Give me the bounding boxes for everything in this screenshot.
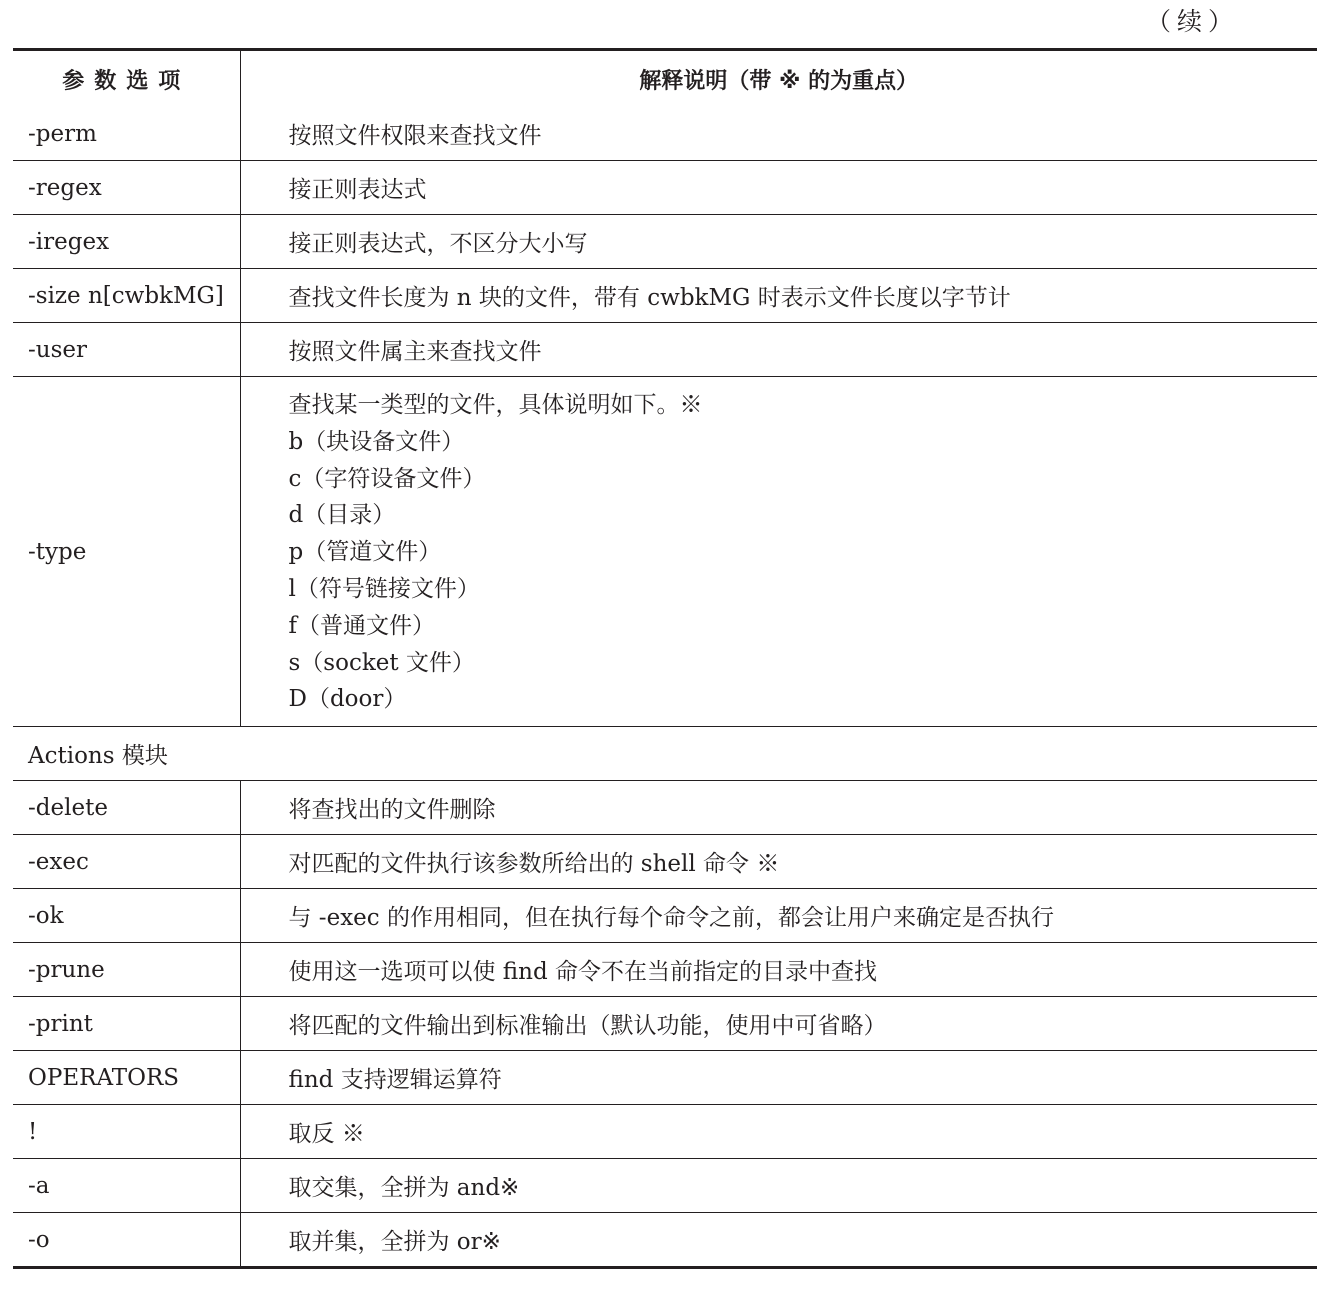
type-desc-line: 查找某一类型的文件，具体说明如下。※	[288, 392, 703, 418]
table-row	[13, 889, 1317, 943]
table-row	[13, 161, 1317, 215]
type-desc-line: s（socket 文件）	[288, 649, 475, 676]
description-cell: 取并集，全拼为 or※	[288, 1229, 501, 1256]
type-desc-line: p（管道文件）	[288, 539, 442, 566]
type-desc-line: D（door）	[288, 686, 407, 713]
find-options-table	[13, 48, 1317, 1269]
option-cell: !	[13, 1105, 240, 1159]
section-row	[13, 727, 1317, 781]
description-cell: 对匹配的文件执行该参数所给出的 shell 命令 ※	[288, 851, 780, 878]
description-cell: 取反 ※	[288, 1121, 365, 1148]
option-cell: -regex	[13, 161, 240, 215]
option-cell: -delete	[13, 781, 240, 835]
table-row	[13, 1051, 1317, 1105]
description-cell	[240, 377, 1317, 727]
option-cell: -exec	[13, 835, 240, 889]
table-row	[13, 943, 1317, 997]
option-cell: OPERATORS	[13, 1051, 240, 1105]
table-row	[13, 1213, 1317, 1268]
option-cell: -ok	[13, 889, 240, 943]
option-cell: -a	[13, 1159, 240, 1213]
section-label: Actions 模块	[28, 743, 168, 770]
type-desc-line: d（目录）	[288, 502, 396, 529]
description-cell: 查找文件长度为 n 块的文件，带有 cwbkMG 时表示文件长度以字节计	[288, 285, 1011, 311]
type-desc-line: b（块设备文件）	[288, 428, 465, 455]
table-header-row	[13, 50, 1317, 108]
description-cell: 将查找出的文件删除	[288, 797, 496, 824]
table-row	[13, 1105, 1317, 1159]
type-desc-line: f（普通文件）	[288, 612, 436, 639]
option-cell: -user	[13, 323, 240, 377]
table-row	[13, 107, 1317, 161]
table-row	[13, 835, 1317, 889]
option-cell: -type	[13, 377, 240, 727]
description-cell: 接正则表达式	[288, 177, 427, 203]
table-row	[13, 323, 1317, 377]
table-row	[13, 997, 1317, 1051]
option-cell: -iregex	[13, 215, 240, 269]
table-row	[13, 1159, 1317, 1213]
description-cell: find 支持逻辑运算符	[288, 1067, 502, 1094]
option-cell: -perm	[13, 107, 240, 161]
table-row	[13, 215, 1317, 269]
type-desc-line: l（符号链接文件）	[288, 575, 480, 602]
description-cell: 使用这一选项可以使 find 命令不在当前指定的目录中查找	[288, 959, 877, 986]
option-cell: -size n[cwbkMG]	[13, 269, 240, 323]
description-cell: 取交集，全拼为 and※	[288, 1175, 520, 1202]
description-cell: 按照文件权限来查找文件	[288, 123, 542, 149]
header-description: 解释说明（带 ※ 的为重点）	[639, 68, 919, 94]
option-cell: -print	[13, 997, 240, 1051]
table-row-type	[13, 377, 1317, 727]
description-cell: 按照文件属主来查找文件	[288, 339, 542, 365]
description-cell: 接正则表达式，不区分大小写	[288, 231, 588, 257]
option-cell: -o	[13, 1213, 240, 1268]
table-row	[13, 781, 1317, 835]
header-option: 参数选项	[13, 50, 240, 108]
table-row	[13, 269, 1317, 323]
type-desc-line: c（字符设备文件）	[288, 465, 486, 492]
continued-label: （续）	[1145, 7, 1239, 36]
description-cell: 将匹配的文件输出到标准输出（默认功能，使用中可省略）	[288, 1013, 887, 1040]
option-cell: -prune	[13, 943, 240, 997]
description-cell: 与 -exec 的作用相同，但在执行每个命令之前，都会让用户来确定是否执行	[288, 905, 1054, 932]
